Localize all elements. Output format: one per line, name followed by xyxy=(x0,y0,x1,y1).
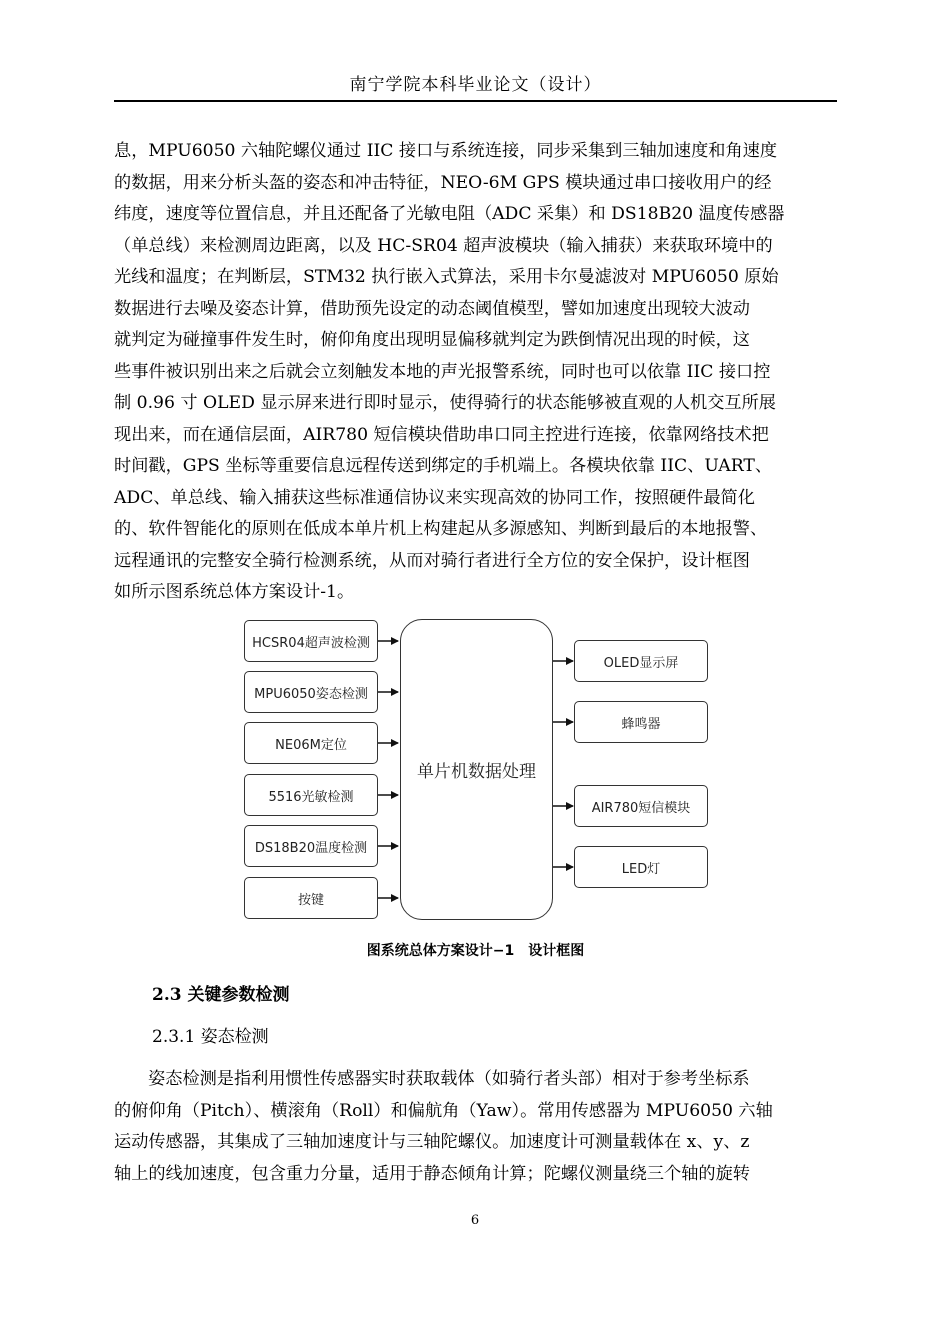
paragraph-line: 息，MPU6050 六轴陀螺仪通过 IIC 接口与系统连接，同步采集到三轴加速度和角速度 xyxy=(114,141,778,161)
input-box-mpu6050: MPU6050姿态检测 xyxy=(244,671,378,713)
header-rule xyxy=(114,100,837,102)
input-box-ultrasonic: HCSR04超声波检测 xyxy=(244,620,378,662)
paragraph-line: 数据进行去噪及姿态计算，借助预先设定的动态阈值模型，譬如加速度出现较大波动 xyxy=(114,298,750,319)
paragraph-line: ADC、单总线、输入捕获这些标准通信协议来实现高效的协同工作，按照硬件最简化 xyxy=(114,487,755,508)
paragraph-line: 时间戳，GPS 坐标等重要信息远程传送到绑定的手机端上。各模块依靠 IIC、UART、 xyxy=(114,456,773,476)
output-box-buzzer: 蜂鸣器 xyxy=(574,701,708,743)
paragraph-line: 制 0.96 寸 OLED 显示屏来进行即时显示，使得骑行的状态能够被直观的人机交互所展 xyxy=(114,393,776,413)
paragraph-line: 光线和温度；在判断层，STM32 执行嵌入式算法，采用卡尔曼滤波对 MPU6050 原始 xyxy=(114,267,779,287)
figure-caption: 图系统总体方案设计−1 设计框图 xyxy=(366,943,585,959)
paragraph-line: 如所示图系统总体方案设计-1。 xyxy=(114,582,355,602)
paragraph-line: 运动传感器，其集成了三轴加速度计与三轴陀螺仪。加速度计可测量载体在 x、y、z xyxy=(114,1132,750,1152)
paragraph-line: 些事件被识别出来之后就会立刻触发本地的声光报警系统，同时也可以依靠 IIC 接口控 xyxy=(114,361,771,382)
input-box-gps: NE06M定位 xyxy=(244,722,378,764)
paragraph-line: 现出来，而在通信层面，AIR780 短信模块借助串口同主控进行连接，依靠网络技术把 xyxy=(114,424,769,445)
paragraph-line: 就判定为碰撞事件发生时，俯仰角度出现明显偏移就判定为跌倒情况出现的时候，这 xyxy=(114,330,750,350)
subsection-heading: 2.3.1 姿态检测 xyxy=(152,1027,269,1047)
page-number: 6 xyxy=(470,1213,480,1228)
output-box-oled: OLED显示屏 xyxy=(574,640,708,682)
input-box-light-sensor: 5516光敏检测 xyxy=(244,774,378,816)
paragraph-line: 轴上的线加速度，包含重力分量，适用于静态倾角计算；陀螺仪测量绕三个轴的旋转 xyxy=(114,1163,750,1184)
paragraph-line: （单总线）来检测周边距离，以及 HC-SR04 超声波模块（输入捕获）来获取环境中的 xyxy=(114,235,773,256)
paragraph-1 xyxy=(114,136,839,609)
input-box-button: 按键 xyxy=(244,877,378,919)
paragraph-line: 纬度，速度等位置信息，并且还配备了光敏电阻（ADC 采集）和 DS18B20 温度传感器 xyxy=(114,204,785,224)
output-box-led: LED灯 xyxy=(574,846,708,888)
input-box-temperature: DS18B20温度检测 xyxy=(244,825,378,867)
mcu-processing-box: 单片机数据处理 xyxy=(400,619,553,920)
paragraph-2 xyxy=(114,1064,839,1190)
paragraph-line: 远程通讯的完整安全骑行检测系统，从而对骑行者进行全方位的安全保护，设计框图 xyxy=(114,550,750,571)
paragraph-line: 的、软件智能化的原则在低成本单片机上构建起从多源感知、判断到最后的本地报警、 xyxy=(114,519,768,539)
paragraph-line: 的数据，用来分析头盔的姿态和冲击特征，NEO-6M GPS 模块通过串口接收用户的经 xyxy=(114,172,772,193)
paragraph-line: 的俯仰角（Pitch）、横滚角（Roll）和偏航角（Yaw）。常用传感器为 MPU6050 六轴 xyxy=(114,1100,773,1121)
output-box-sms-module: AIR780短信模块 xyxy=(574,785,708,827)
system-block-diagram xyxy=(240,616,712,922)
page-header-title: 南宁学院本科毕业论文（设计） xyxy=(349,75,602,95)
section-heading: 2.3 关键参数检测 xyxy=(152,985,290,1005)
paragraph-line: 姿态检测是指利用惯性传感器实时获取载体（如骑行者头部）相对于参考坐标系 xyxy=(148,1069,750,1089)
